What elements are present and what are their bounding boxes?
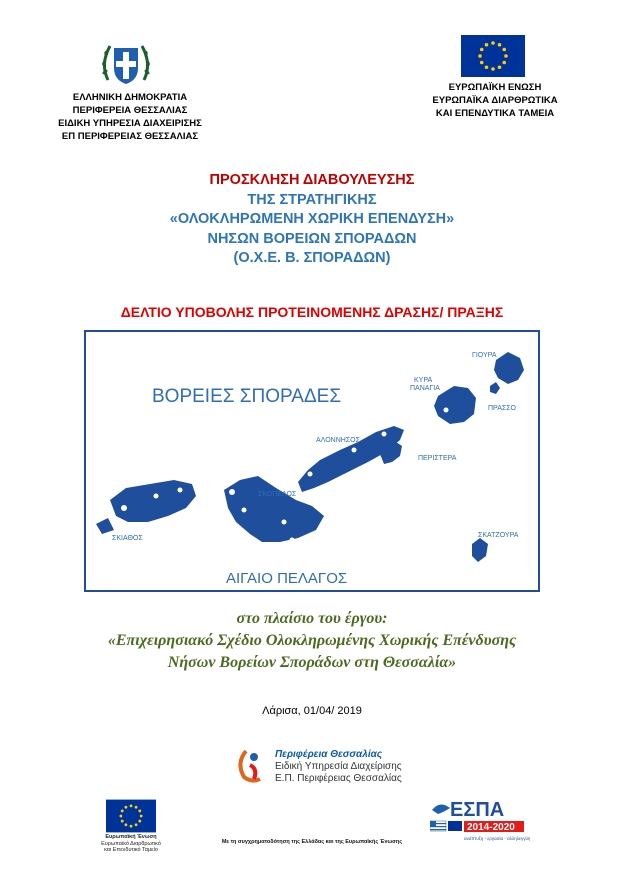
eu-line: ΚΑΙ ΕΠΕΝΔΥΤΙΚΑ ΤΑΜΕΙΑ xyxy=(435,108,555,119)
project-context xyxy=(30,608,594,674)
espa-years: 2014-2020 xyxy=(467,822,515,833)
issuer-line: ΕΠ ΠΕΡΙΦΕΡΕΙΑΣ ΘΕΣΣΑΛΙΑΣ xyxy=(61,131,199,142)
skantzoura-label: ΣΚΑΤΖΟΥΡΑ xyxy=(478,532,519,539)
map-sea-label: ΑΙΓΑΙΟ ΠΕΛΑΓΟΣ xyxy=(226,570,348,587)
region-sub: Ειδική Υπηρεσία Διαχείρισης xyxy=(275,761,402,772)
espa-title: ΕΣΠΑ xyxy=(450,799,505,821)
eu-star-icon xyxy=(485,65,489,69)
eu-star-icon xyxy=(480,61,484,65)
eu-star-icon xyxy=(135,806,138,809)
kyra-label: ΚΥΡΑ xyxy=(414,377,433,384)
eu-star-icon xyxy=(502,61,506,65)
eu-flag-icon xyxy=(461,35,525,77)
eu-star-icon xyxy=(130,804,133,807)
eu-line: ΕΥΡΩΠΑΪΚΗ ΕΝΩΣΗ xyxy=(448,82,542,93)
context-line: στο πλαίσιο του έργου: xyxy=(236,610,388,627)
eu-caption-line: και Επενδυτικό Ταμείο xyxy=(104,847,158,853)
region-text-block xyxy=(275,749,402,785)
eu-star-icon xyxy=(138,820,141,823)
eu-star-icon xyxy=(502,48,506,52)
espa-logo-icon xyxy=(430,796,530,846)
eu-star-icon xyxy=(504,54,508,58)
eu-funds-block xyxy=(400,81,590,120)
skiathos-label: ΣΚΙΑΘΟΣ xyxy=(112,535,143,542)
eu-flag-icon xyxy=(106,799,156,833)
context-line: «Επιχειρησιακό Σχέδιο Ολοκληρωμένης Χωρικής Επένδυσης xyxy=(107,632,517,649)
title-line: ΝΗΣΩΝ ΒΟΡΕΙΩΝ ΣΠΟΡΑΔΩΝ xyxy=(207,230,417,247)
eu-star-icon xyxy=(125,806,128,809)
eu-star-icon xyxy=(119,815,122,818)
issuer-line: ΕΙΔΙΚΗ ΥΠΗΡΕΣΙΑ ΔΙΑΧΕΙΡΙΣΗΣ xyxy=(58,118,202,129)
eu-star-icon xyxy=(135,823,138,826)
panagia-label: ΠΑΝΑΓΙΑ xyxy=(410,385,440,392)
title-line: ΤΗΣ ΣΤΡΑΤΗΓΙΚΗΣ xyxy=(247,191,377,208)
form-subtitle: ΔΕΛΤΙΟ ΥΠΟΒΟΛΗΣ ΠΡΟΤΕΙΝΟΜΕΝΗΣ ΔΡΑΣΗΣ/ ΠΡΑΞΗΣ xyxy=(120,304,504,320)
document-title xyxy=(60,171,564,269)
issuer-line: ΕΛΛΗΝΙΚΗ ΔΗΜΟΚΡΑΤΙΑ xyxy=(72,92,188,103)
eu-caption-line: Ευρωπαϊκό Διαρθρωτικό xyxy=(101,840,161,847)
issuer-block xyxy=(30,91,230,143)
cofunding-note: Με τη συγχρηματοδότηση της Ελλάδας και της Ευρωπαϊκής Ένωσης xyxy=(221,839,403,845)
eu-caption-line: Ευρωπαϊκή Ένωση xyxy=(105,834,157,840)
title-line: «ΟΛΟΚΛΗΡΩΜΕΝΗ ΧΩΡΙΚΗ ΕΠΕΝΔΥΣΗ» xyxy=(169,211,455,227)
eu-star-icon xyxy=(121,820,124,823)
eu-star-icon xyxy=(480,48,484,52)
greek-emblem-icon xyxy=(98,36,154,92)
skopelos-label: ΣΚΟΠΕΛΟΣ xyxy=(258,491,297,498)
region-logo-icon xyxy=(232,745,272,785)
eu-star-icon xyxy=(125,823,128,826)
region-sub: Ε.Π. Περιφέρειας Θεσσαλίας xyxy=(275,773,402,784)
praso-label: ΠΡΑΣΣΟ xyxy=(488,405,516,412)
eu-star-icon xyxy=(130,825,133,828)
eu-line: ΕΥΡΩΠΑΪΚΑ ΔΙΑΡΘΡΩΤΙΚΑ xyxy=(432,95,558,106)
eu-star-icon xyxy=(498,43,502,47)
peristera-label: ΠΕΡΙΣΤΕΡΑ xyxy=(418,455,457,462)
eu-star-icon xyxy=(485,43,489,47)
sporades-map xyxy=(84,330,540,592)
region-name: Περιφέρεια Θεσσαλίας xyxy=(275,749,383,760)
eu-star-icon xyxy=(491,41,495,45)
eu-star-icon xyxy=(491,67,495,71)
map-region-label: ΒΟΡΕΙΕΣ ΣΠΟΡΑΔΕΣ xyxy=(152,386,342,407)
eu-star-icon xyxy=(140,815,143,818)
eu-star-icon xyxy=(478,54,482,58)
context-line: Νήσων Βορείων Σποράδων στη Θεσσαλία» xyxy=(167,654,457,671)
eu-star-icon xyxy=(498,65,502,69)
eu-star-icon xyxy=(121,810,124,813)
gioura-label: ΓΙΟΥΡΑ xyxy=(472,352,497,359)
eu-star-icon xyxy=(138,810,141,813)
espa-tagline: ανάπτυξη - εργασία - αλληλεγγύη xyxy=(464,836,530,841)
document-date: Λάρισα, 01/04/ 2019 xyxy=(262,705,362,717)
alonnisos-label: ΑΛΟΝΝΗΣΟΣ xyxy=(316,437,360,444)
issuer-line: ΠΕΡΙΦΕΡΕΙΑ ΘΕΣΣΑΛΙΑΣ xyxy=(72,105,188,116)
title-line: (Ο.Χ.Ε. Β. ΣΠΟΡΑΔΩΝ) xyxy=(233,250,391,266)
title-line: ΠΡΟΣΚΛΗΣΗ ΔΙΑΒΟΥΛΕΥΣΗΣ xyxy=(209,172,415,188)
